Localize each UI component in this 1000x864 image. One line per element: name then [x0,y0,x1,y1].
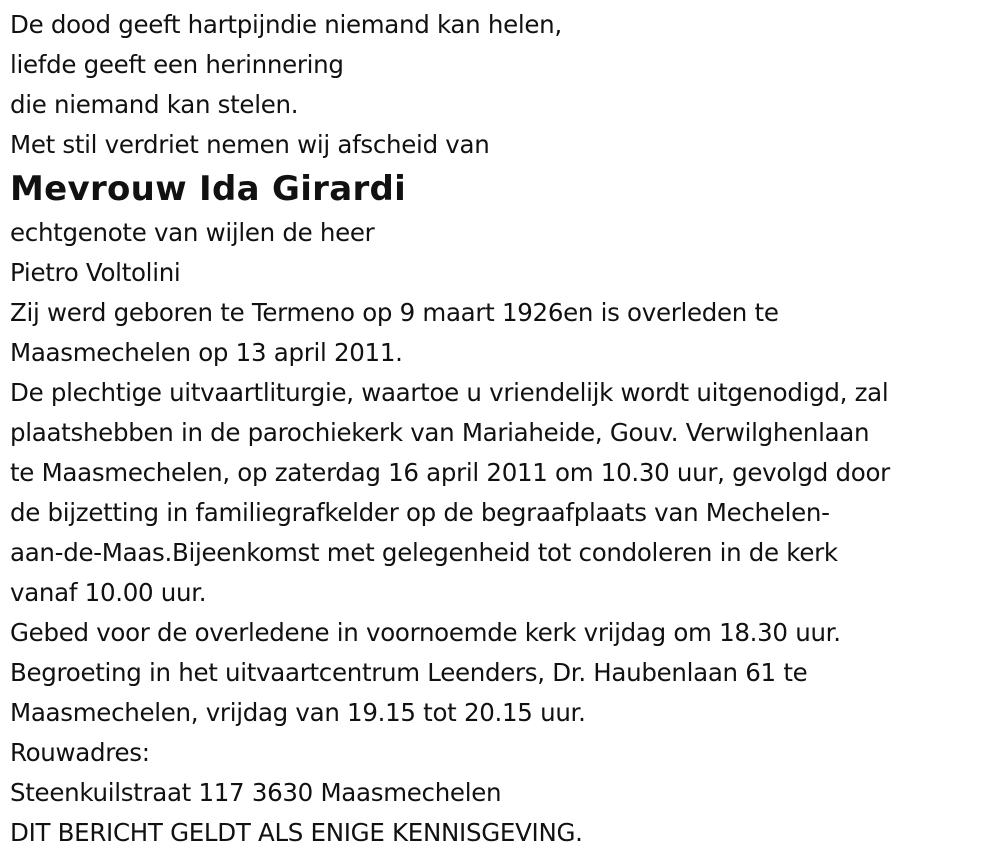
funeral-line-3: te Maasmechelen, op zaterdag 16 april 2011 om 10.30 uur, gevolgd door [10,458,890,487]
spouse-name: Pietro Voltolini [10,258,181,287]
mourning-address: Steenkuilstraat 117 3630 Maasmechelen [10,778,502,807]
birth-death-line-2: Maasmechelen op 13 april 2011. [10,338,403,367]
poem-line-1: De dood geeft hartpijndie niemand kan helen, [10,10,562,39]
funeral-line-5: aan-de-Maas.Bijeenkomst met gelegenheid tot condoleren in de kerk [10,538,838,567]
poem-line-3: die niemand kan stelen. [10,90,299,119]
poem-line-2: liefde geeft een herinnering [10,50,344,79]
visitation-line-1: Begroeting in het uitvaartcentrum Leenders, Dr. Haubenlaan 61 te [10,658,808,687]
address-label: Rouwadres: [10,738,150,767]
prayer-line: Gebed voor de overledene in voornoemde kerk vrijdag om 18.30 uur. [10,618,841,647]
intro-text: Met stil verdriet nemen wij afscheid van [10,130,490,159]
deceased-name: Mevrouw Ida Girardi [10,169,407,209]
spouse-line: echtgenote van wijlen de heer [10,218,375,247]
birth-death-line-1: Zij werd geboren te Termeno op 9 maart 1926en is overleden te [10,298,779,327]
closing-notice: DIT BERICHT GELDT ALS ENIGE KENNISGEVING. [10,818,583,847]
funeral-line-4: de bijzetting in familiegrafkelder op de begraafplaats van Mechelen- [10,498,830,527]
funeral-line-6: vanaf 10.00 uur. [10,578,207,607]
obituary-notice [10,5,995,853]
funeral-line-1: De plechtige uitvaartliturgie, waartoe u vriendelijk wordt uitgenodigd, zal [10,378,889,407]
funeral-line-2: plaatshebben in de parochiekerk van Mariaheide, Gouv. Verwilghenlaan [10,418,870,447]
visitation-line-2: Maasmechelen, vrijdag van 19.15 tot 20.15 uur. [10,698,586,727]
